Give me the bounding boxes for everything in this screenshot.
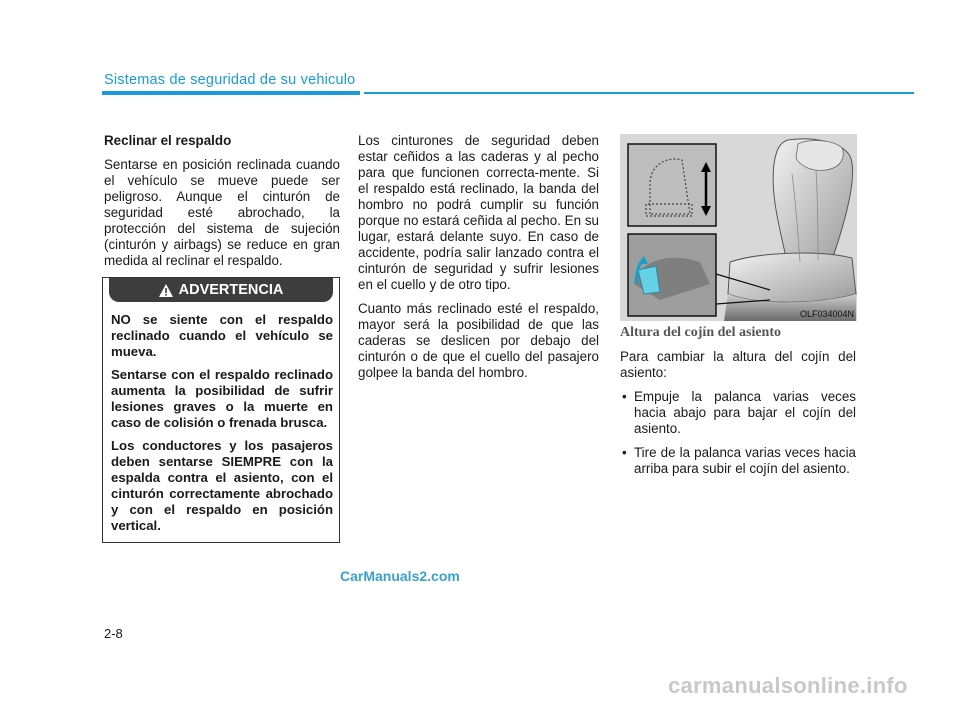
warning-body [111, 312, 333, 541]
recline-heading: Reclinar el respaldo [104, 133, 232, 148]
header-rule-thin [364, 92, 914, 94]
footer-site-watermark: carmanualsonline.info [668, 673, 908, 698]
seat-drawing-icon [620, 134, 857, 321]
list-item: • Empuje la palanca varias veces hacia abajo para bajar el cojín del asiento. [620, 389, 856, 437]
column-3 [620, 325, 856, 485]
warning-title: ADVERTENCIA [178, 282, 284, 298]
column-1 [104, 133, 340, 277]
cushion-height-intro: Para cambiar la altura del cojín del asiento: [620, 349, 856, 380]
section-title: Sistemas de seguridad de su vehiculo [104, 72, 356, 88]
header-rule-thick [102, 91, 360, 95]
warning-paragraph-3: Los conductores y los pasajeros deben sentarse SIEMPRE con la espalda contra el asiento, con el cinturón correctamente abrochado y con el respaldo en posición vertical. [111, 438, 333, 533]
warning-box [102, 277, 340, 543]
seat-illustration [620, 134, 857, 321]
belt-paragraph-2: Cuanto más reclinado esté el respaldo, mayor será la posibilidad de que las caderas se deslicen por debajo del cinturón o de que el cuello del pasajero golpee la banda del hombro. [358, 301, 599, 380]
watermark-link[interactable]: CarManuals2.com [340, 568, 460, 584]
warning-paragraph-1: NO se siente con el respaldo reclinado cuando el vehículo se mueva. [111, 312, 333, 359]
list-item: • Tire de la palanca varias veces hacia arriba para subir el cojín del asiento. [620, 445, 856, 477]
recline-paragraph: Sentarse en posición reclinada cuando el vehículo se mueve puede ser peligroso. Aunque el cinturón de seguridad esté abrochado, la protección del sistema de sujeción (cinturón y airbags) se reduce en gran medida al reclinar el respaldo. [104, 157, 340, 268]
warning-triangle-icon [159, 284, 173, 297]
warning-header [109, 278, 333, 302]
belt-paragraph-1: Los cinturones de seguridad deben estar ceñidos a las caderas y al pecho para que funcionen correcta-mente. Si el respaldo está reclinado, la banda del hombro no podrá cumplir su función porque no estará ceñida al pecho. En su lugar, estará delante suyo. En caso de accidente, podría salir lanzado contra el cinturón de seguridad y sufrir lesiones en el cuello y de otro tipo. [358, 133, 599, 292]
cushion-height-list [620, 389, 856, 477]
column-2 [358, 133, 599, 389]
figure-code: OLF034004N [799, 309, 854, 319]
page-number: 2-8 [104, 626, 123, 641]
warning-paragraph-2: Sentarse con el respaldo reclinado aumenta la posibilidad de sufrir lesiones graves o la muerte en caso de colisión o frenada brusca. [111, 367, 333, 430]
cushion-height-heading: Altura del cojín del asiento [620, 325, 781, 340]
